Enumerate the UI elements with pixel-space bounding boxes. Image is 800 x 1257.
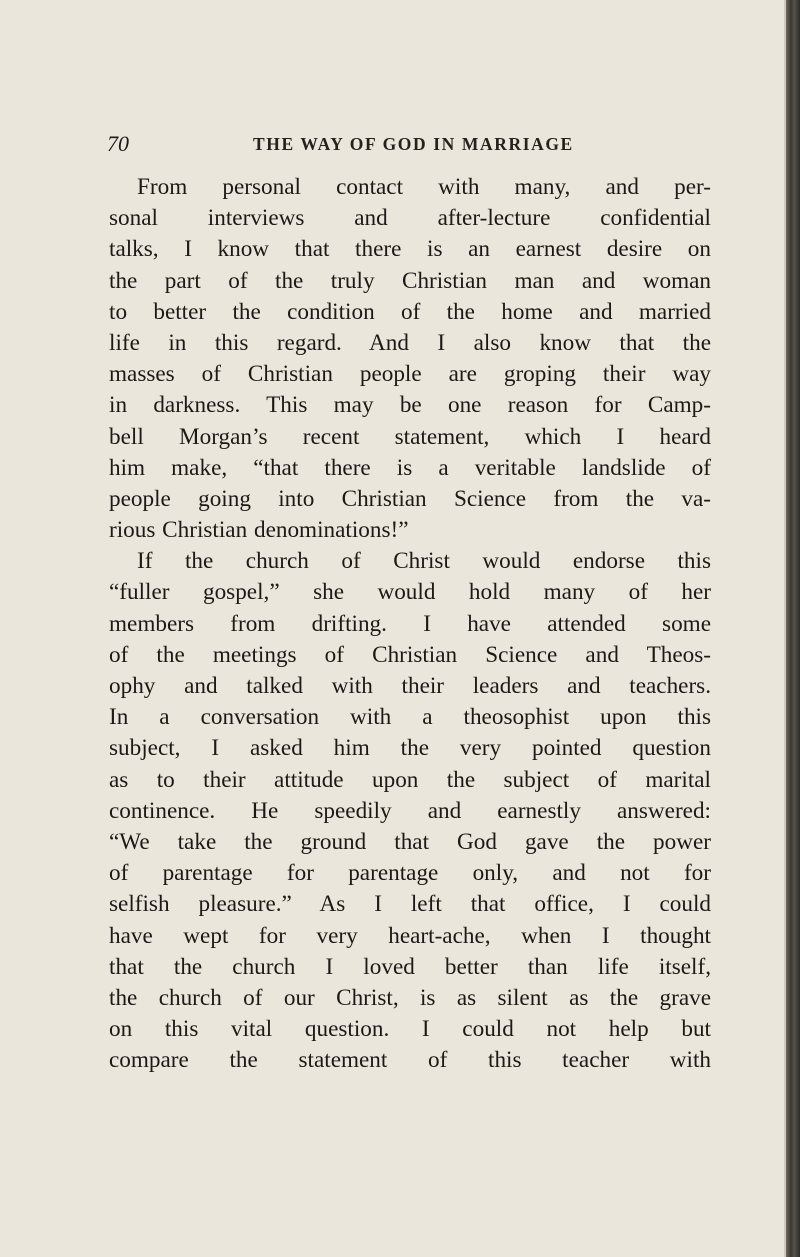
text-line: have wept for very heart-ache, when I thought <box>109 922 711 949</box>
text-line: ophy and talked with their leaders and teachers. <box>109 673 711 699</box>
text-line: selfish pleasure.” As I left that office, I could <box>109 891 711 918</box>
text-line: the church of our Christ, is as silent as the grave <box>109 984 711 1011</box>
text-line: talks, I know that there is an earnest desire on <box>109 236 711 263</box>
text-line: as to their attitude upon the subject of marital <box>109 766 711 793</box>
text-line: on this vital question. I could not help but <box>109 1016 711 1043</box>
page-number: 70 <box>107 131 129 156</box>
text-line: in darkness. This may be one reason for Camp- <box>109 392 711 419</box>
text-line: continence. He speedily and earnestly answered: <box>109 797 711 824</box>
text-line: From personal contact with many, and per- <box>137 174 711 200</box>
text-line: people going into Christian Science from the va- <box>109 485 711 512</box>
text-line: rious Christian denominations!” <box>109 517 409 544</box>
text-line: of the meetings of Christian Science and Theos- <box>109 641 711 668</box>
text-line: him make, “that there is a veritable landslide of <box>109 454 711 481</box>
text-line: “fuller gospel,” she would hold many of her <box>109 579 711 606</box>
text-line: that the church I loved better than life itself, <box>109 953 711 980</box>
text-line: members from drifting. I have attended some <box>109 610 711 637</box>
text-line: subject, I asked him the very pointed question <box>109 735 711 762</box>
text-line: “We take the ground that God gave the power <box>109 828 711 855</box>
text-line: bell Morgan’s recent statement, which I heard <box>109 423 711 450</box>
page-header <box>0 128 786 160</box>
running-head: THE WAY OF GOD IN MARRIAGE <box>253 134 574 154</box>
text-line: life in this regard. And I also know that the <box>109 329 711 356</box>
text-line: of parentage for parentage only, and not for <box>109 860 711 887</box>
body-text <box>109 172 711 1076</box>
text-line: compare the statement of this teacher with <box>109 1047 711 1074</box>
text-line: to better the condition of the home and married <box>109 298 711 325</box>
text-line: In a conversation with a theosophist upon this <box>109 704 711 731</box>
text-line: masses of Christian people are groping their way <box>109 361 711 388</box>
text-line: sonal interviews and after-lecture confidential <box>109 205 711 232</box>
book-spine-edge <box>786 0 800 1257</box>
text-line: If the church of Christ would endorse this <box>137 548 711 575</box>
text-line: the part of the truly Christian man and woman <box>109 267 711 294</box>
